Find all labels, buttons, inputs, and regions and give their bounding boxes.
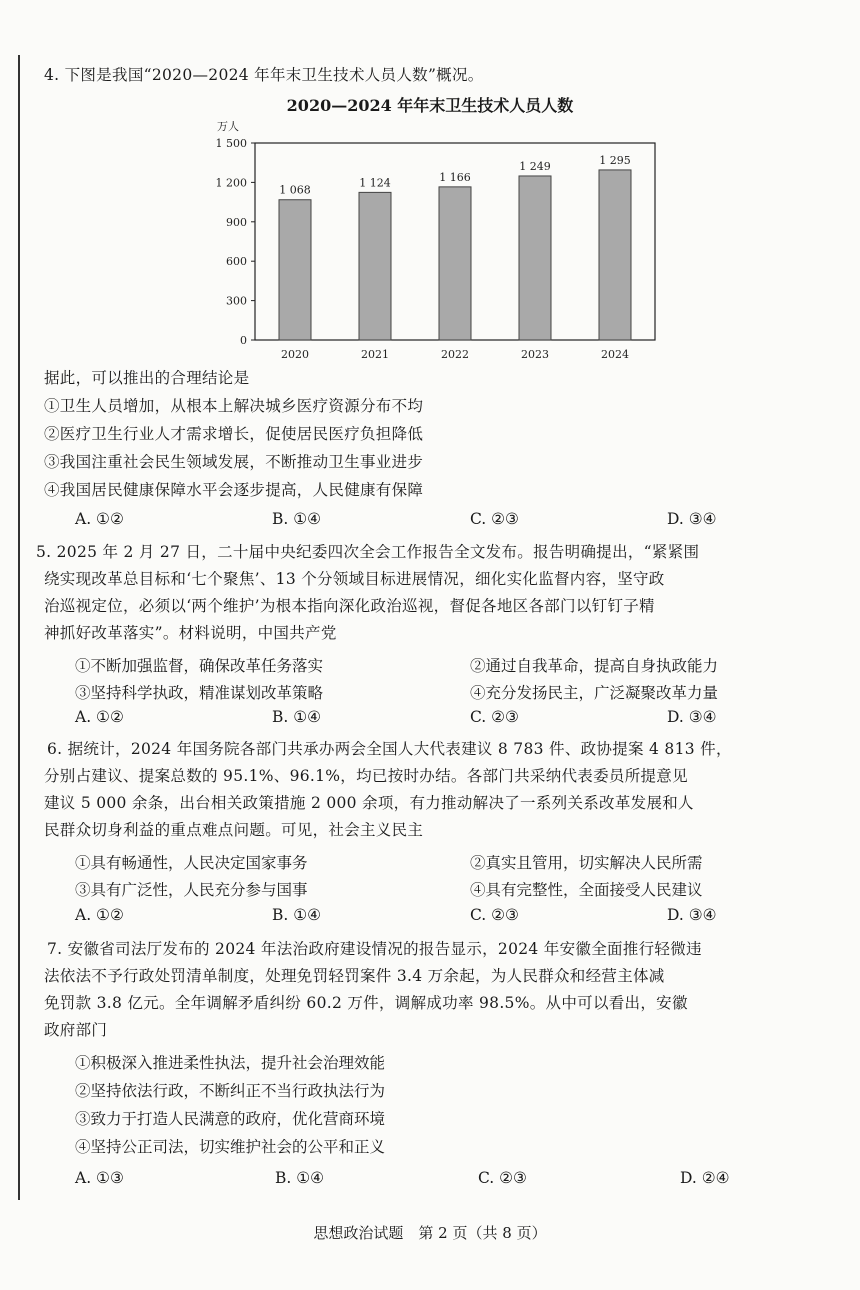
y-tick-label: 0: [240, 334, 247, 347]
bar: [279, 200, 311, 340]
bar-value-label: 1 166: [439, 170, 471, 184]
q6-choice-c: C. ②③: [470, 906, 519, 924]
q4-choice-c: C. ②③: [470, 510, 519, 528]
q5-choice-b: B. ①④: [272, 708, 322, 726]
q4-stem: 4. 下图是我国“2020—2024 年年末卫生技术人员人数”概况。: [44, 66, 484, 84]
q7-item-4: ④坚持公正司法，切实维护社会的公平和正义: [75, 1138, 386, 1156]
bar-value-label: 1 249: [519, 159, 551, 173]
q5-line-1: 5. 2025 年 2 月 27 日，二十届中央纪委四次全会工作报告全文发布。报告明确提出，“紧紧围: [36, 543, 700, 561]
bar: [359, 192, 391, 340]
bar: [439, 187, 471, 340]
q6-choice-d: D. ③④: [667, 906, 717, 924]
q7-item-1: ①积极深入推进柔性执法，提升社会治理效能: [75, 1054, 386, 1072]
q4-item-1: ①卫生人员增加，从根本上解决城乡医疗资源分布不均: [44, 397, 424, 415]
q5-choice-c: C. ②③: [470, 708, 519, 726]
q5-item-3: ③坚持科学执政，精准谋划改革策略: [75, 684, 324, 702]
q6-item-2: ②真实且管用，切实解决人民所需: [470, 854, 703, 872]
q7-line-2: 法依法不予行政处罚清单制度，处理免罚轻罚案件 3.4 万余起，为人民群众和经营主体减: [44, 967, 665, 985]
bar: [519, 176, 551, 340]
y-tick-label: 1 200: [215, 176, 247, 190]
q4-choice-a: A. ①②: [75, 510, 124, 528]
q7-line-4: 政府部门: [44, 1021, 108, 1039]
q4-lead: 据此，可以推出的合理结论是: [44, 369, 250, 387]
x-tick-label: 2022: [441, 348, 469, 361]
q6-item-4: ④具有完整性，全面接受人民建议: [470, 881, 703, 899]
q6-choice-a: A. ①②: [75, 906, 124, 924]
q7-choice-a: A. ①③: [75, 1169, 124, 1187]
q5-choice-d: D. ③④: [667, 708, 717, 726]
q7-choice-b: B. ①④: [275, 1169, 325, 1187]
bar-value-label: 1 295: [599, 153, 631, 167]
q5-item-2: ②通过自我革命，提高自身执政能力: [470, 657, 719, 675]
q6-choice-b: B. ①④: [272, 906, 322, 924]
q4-item-4: ④我国居民健康保障水平会逐步提高，人民健康有保障: [44, 481, 424, 499]
q6-line-3: 建议 5 000 余条，出台相关政策措施 2 000 余项，有力推动解决了一系列关系改革发展和人: [44, 794, 694, 812]
bar-value-label: 1 068: [279, 183, 311, 197]
q6-line-1: 6. 据统计，2024 年国务院各部门共承办两会全国人大代表建议 8 783 件、政协提案 4 813 件，: [47, 740, 732, 758]
page-footer: 思想政治试题 第 2 页（共 8 页）: [313, 1224, 547, 1242]
q7-line-3: 免罚款 3.8 亿元。全年调解矛盾纠纷 60.2 万件，调解成功率 98.5%。从中可以看出，安徽: [44, 994, 688, 1012]
y-axis-unit: 万人: [217, 120, 239, 133]
q6-line-4: 民群众切身利益的重点难点问题。可见，社会主义民主: [44, 821, 424, 839]
x-tick-label: 2021: [361, 348, 389, 361]
q5-choice-a: A. ①②: [75, 708, 124, 726]
q6-item-3: ③具有广泛性，人民充分参与国事: [75, 881, 308, 899]
y-tick-label: 600: [226, 255, 247, 269]
q5-line-3: 治巡视定位，必须以‘两个维护’为根本指向深化政治巡视，督促各地区各部门以钉钉子精: [44, 597, 655, 615]
q4-item-2: ②医疗卫生行业人才需求增长，促使居民医疗负担降低: [44, 425, 424, 443]
q4-choice-d: D. ③④: [667, 510, 717, 528]
bar-value-label: 1 124: [359, 176, 391, 190]
x-tick-label: 2024: [601, 348, 629, 361]
chart-title: 2020—2024 年年末卫生技术人员人数: [286, 96, 574, 115]
q5-line-4: 神抓好改革落实”。材料说明，中国共产党: [44, 624, 337, 642]
x-tick-label: 2023: [521, 348, 549, 361]
q5-item-4: ④充分发扬民主，广泛凝聚改革力量: [470, 684, 719, 702]
q7-choice-c: C. ②③: [478, 1169, 527, 1187]
q7-item-2: ②坚持依法行政，不断纠正不当行政执法行为: [75, 1082, 386, 1100]
y-tick-label: 900: [226, 215, 247, 229]
bar: [599, 170, 631, 340]
y-tick-label: 1 500: [215, 137, 247, 150]
q5-line-2: 绕实现改革总目标和‘七个聚焦’、13 个分领域目标进展情况，细化实化监督内容，坚守政: [44, 570, 665, 588]
bar-chart: [0, 118, 860, 378]
y-tick-label: 300: [226, 294, 247, 308]
q7-line-1: 7. 安徽省司法厅发布的 2024 年法治政府建设情况的报告显示，2024 年安徽全面推行轻微违: [47, 940, 702, 958]
q7-choice-d: D. ②④: [680, 1169, 730, 1187]
q6-line-2: 分别占建议、提案总数的 95.1%、96.1%，均已按时办结。各部门共采纳代表委员所提意见: [44, 767, 688, 785]
q4-choice-b: B. ①④: [272, 510, 322, 528]
q4-item-3: ③我国注重社会民生领域发展，不断推动卫生事业进步: [44, 453, 424, 471]
x-tick-label: 2020: [281, 348, 309, 361]
q5-item-1: ①不断加强监督，确保改革任务落实: [75, 657, 324, 675]
q7-item-3: ③致力于打造人民满意的政府，优化营商环境: [75, 1110, 386, 1128]
q6-item-1: ①具有畅通性，人民决定国家事务: [75, 854, 308, 872]
